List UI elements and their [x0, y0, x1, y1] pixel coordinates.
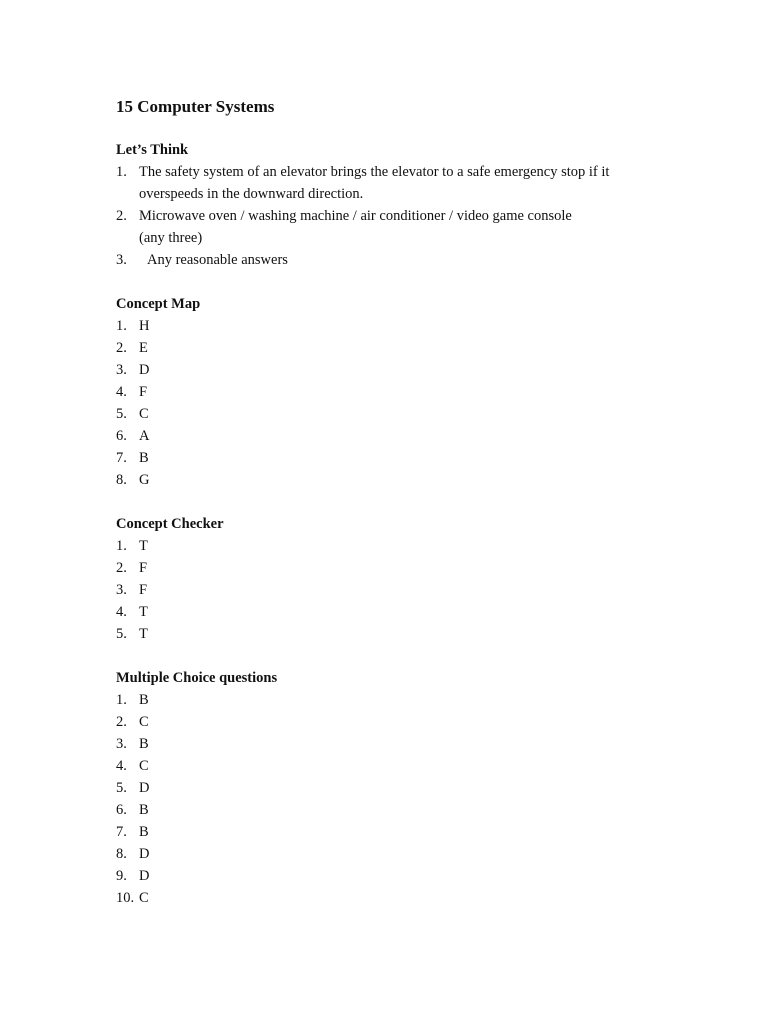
- section-heading: Multiple Choice questions: [116, 670, 278, 686]
- list-item: [116, 381, 676, 403]
- list-item: [116, 403, 676, 425]
- section-multiple-choice: [116, 667, 676, 909]
- item-number: 2.: [116, 560, 127, 576]
- list-item: [116, 711, 676, 733]
- list-item: [116, 689, 676, 711]
- item-number: 4.: [116, 384, 127, 400]
- item-answer: B: [139, 802, 149, 818]
- item-number: 8.: [116, 846, 127, 862]
- item-answer: D: [139, 868, 150, 884]
- item-number: 10.: [116, 890, 135, 906]
- item-number: 8.: [116, 472, 127, 488]
- list-item: [116, 623, 676, 645]
- item-answer: [139, 205, 676, 249]
- item-number: 2.: [116, 714, 127, 730]
- item-number: 4.: [116, 604, 127, 620]
- item-answer: G: [139, 472, 150, 488]
- item-number: 5.: [116, 406, 127, 422]
- item-number: 3.: [116, 736, 127, 752]
- item-answer: B: [139, 692, 149, 708]
- list-item: [116, 161, 676, 205]
- list-item: [116, 843, 676, 865]
- item-answer: C: [139, 406, 149, 422]
- item-number: 1.: [116, 538, 127, 554]
- list-item: [116, 469, 676, 491]
- item-answer: B: [139, 736, 149, 752]
- item-answer: The safety system of an elevator brings the elevator to a safe emergency stop if it overspeeds in the downward direction.: [139, 164, 610, 202]
- answer-list: [116, 161, 676, 271]
- item-answer-line: Microwave oven / washing machine / air conditioner / video game console: [139, 208, 572, 224]
- item-answer: F: [139, 384, 148, 400]
- list-item: [116, 799, 676, 821]
- item-answer: Any reasonable answers: [147, 252, 288, 268]
- answer-sheet-page: [116, 96, 676, 931]
- list-item: [116, 887, 676, 909]
- list-item: [116, 337, 676, 359]
- item-number: 9.: [116, 868, 127, 884]
- item-answer: C: [139, 890, 149, 906]
- item-number: 1.: [116, 164, 127, 180]
- list-item: [116, 821, 676, 843]
- item-answer: T: [139, 538, 148, 554]
- item-answer: A: [139, 428, 150, 444]
- item-answer: T: [139, 626, 148, 642]
- page-title: 15 Computer Systems: [116, 97, 275, 116]
- list-item: [116, 777, 676, 799]
- item-answer: B: [139, 450, 149, 466]
- section-heading: Concept Map: [116, 296, 201, 312]
- item-number: 5.: [116, 626, 127, 642]
- item-answer: T: [139, 604, 148, 620]
- answer-list: [116, 315, 676, 491]
- item-number: 6.: [116, 802, 127, 818]
- item-answer: C: [139, 714, 149, 730]
- item-number: 5.: [116, 780, 127, 796]
- list-item: [116, 865, 676, 887]
- item-answer-line: (any three): [139, 230, 203, 246]
- item-answer: D: [139, 780, 150, 796]
- item-answer: C: [139, 758, 149, 774]
- section-lets-think: [116, 139, 676, 271]
- list-item: [116, 447, 676, 469]
- list-item: [116, 425, 676, 447]
- item-number: 1.: [116, 692, 127, 708]
- list-item: [116, 535, 676, 557]
- list-item: [116, 205, 676, 249]
- list-item: [116, 755, 676, 777]
- item-number: 3.: [116, 362, 127, 378]
- item-number: 2.: [116, 208, 127, 224]
- answer-list: [116, 689, 676, 909]
- item-number: 4.: [116, 758, 127, 774]
- item-number: 6.: [116, 428, 127, 444]
- section-concept-map: [116, 293, 676, 491]
- item-answer: E: [139, 340, 148, 356]
- section-heading: Concept Checker: [116, 516, 224, 532]
- item-number: 3.: [116, 582, 127, 598]
- item-answer: F: [139, 560, 148, 576]
- list-item: [116, 557, 676, 579]
- item-number: 2.: [116, 340, 127, 356]
- item-answer: B: [139, 824, 149, 840]
- list-item: [116, 315, 676, 337]
- section-heading: Let’s Think: [116, 142, 189, 158]
- list-item: [116, 249, 676, 271]
- list-item: [116, 733, 676, 755]
- answer-list: [116, 535, 676, 645]
- item-number: 7.: [116, 450, 127, 466]
- list-item: [116, 601, 676, 623]
- item-number: 3.: [116, 252, 127, 268]
- item-number: 1.: [116, 318, 127, 334]
- item-answer: F: [139, 582, 148, 598]
- section-concept-checker: [116, 513, 676, 645]
- item-number: 7.: [116, 824, 127, 840]
- list-item: [116, 579, 676, 601]
- item-answer: D: [139, 362, 150, 378]
- item-answer: H: [139, 318, 150, 334]
- item-answer: D: [139, 846, 150, 862]
- list-item: [116, 359, 676, 381]
